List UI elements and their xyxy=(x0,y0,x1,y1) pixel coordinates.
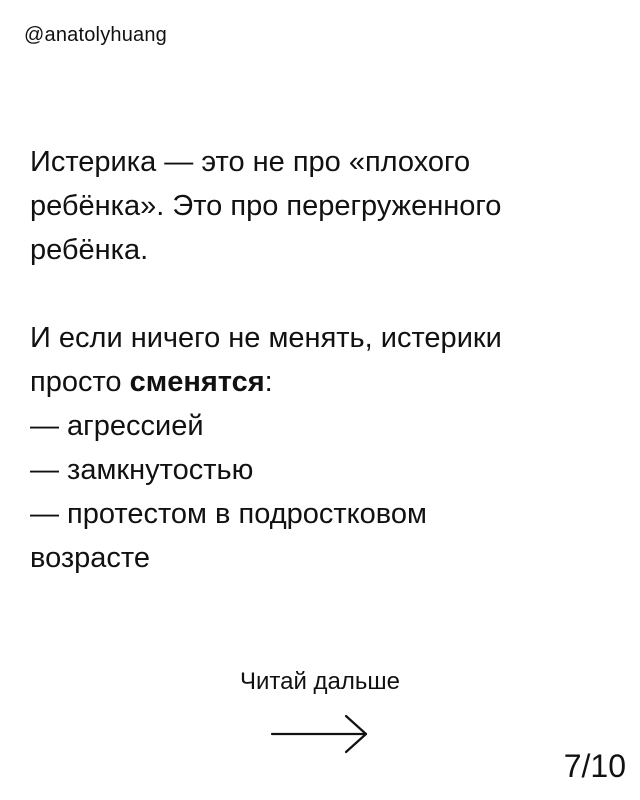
emphasis-word: сменятся xyxy=(129,366,265,398)
paragraph-1-line-3: ребёнка. xyxy=(30,234,149,266)
paragraph-1-line-2: ребёнка». Это про перегруженного xyxy=(30,190,502,222)
paragraph-spacer xyxy=(30,272,610,316)
arrow-right-icon[interactable] xyxy=(270,710,370,758)
paragraph-2-line-2 xyxy=(30,360,610,404)
paragraph-1-line-1: Истерика — это не про «плохого xyxy=(30,146,471,178)
list-item: — агрессией xyxy=(30,410,204,442)
main-text xyxy=(30,140,610,580)
list-item: — замкнутостью xyxy=(30,454,254,486)
paragraph-2-suffix: : xyxy=(264,366,273,398)
paragraph-1 xyxy=(30,140,610,272)
paragraph-2 xyxy=(30,316,610,580)
paragraph-2-prefix: просто xyxy=(30,366,130,398)
page-indicator: 7/10 xyxy=(563,748,626,784)
list-item: — протестом в подростковом xyxy=(30,498,427,530)
read-more-label[interactable]: Читай дальше xyxy=(239,668,400,695)
list-item-continuation: возрасте xyxy=(30,542,151,574)
paragraph-2-line-1: И если ничего не менять, истерики xyxy=(30,322,502,354)
author-handle: @anatolyhuang xyxy=(24,24,168,46)
